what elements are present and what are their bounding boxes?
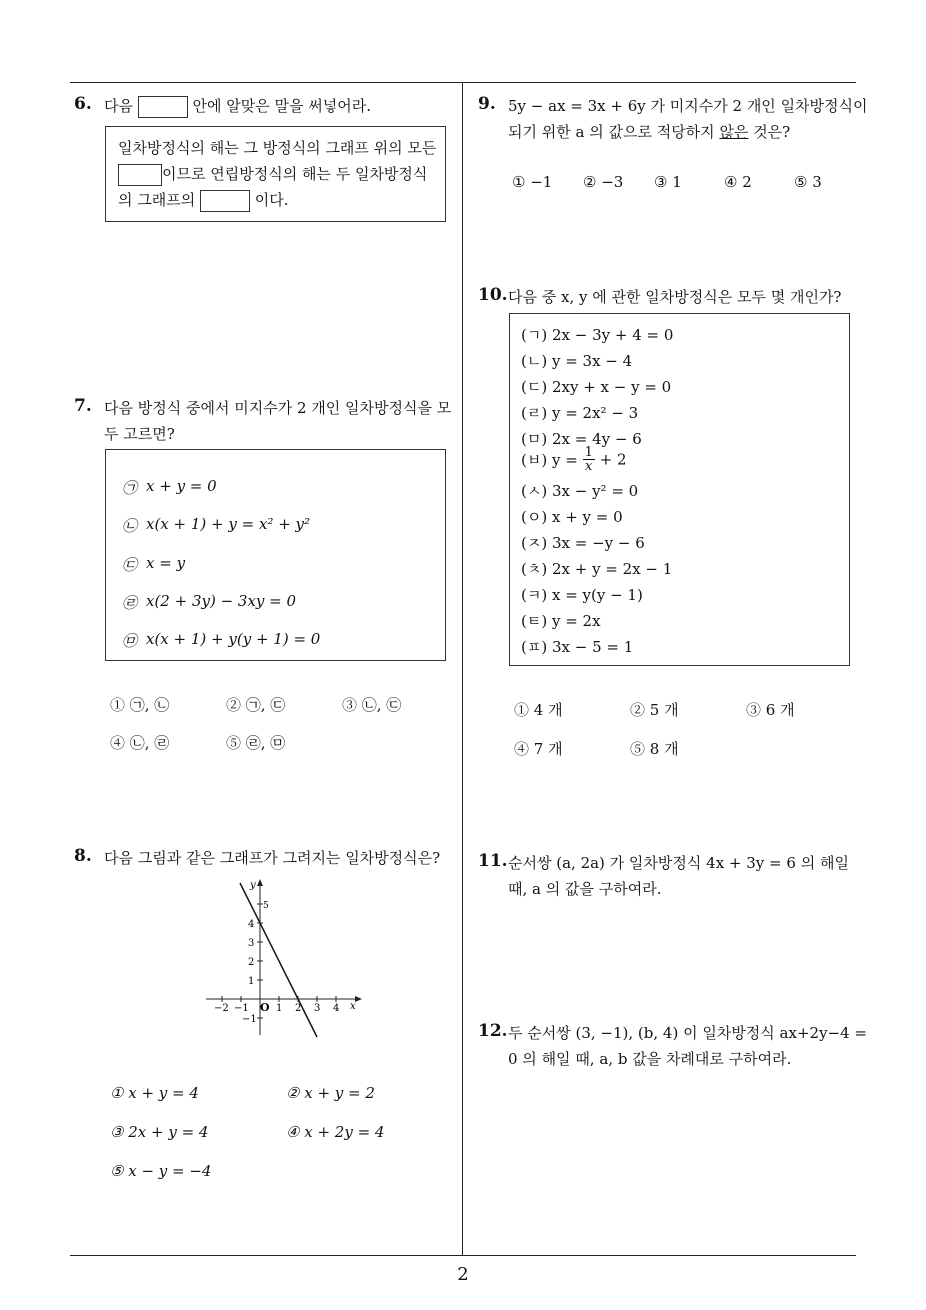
statement-box <box>105 126 446 222</box>
question-number: 12. <box>478 1021 508 1041</box>
origin-label: O <box>260 1001 270 1014</box>
column-divider <box>462 83 463 1255</box>
question-number: 6. <box>74 94 92 114</box>
y-tick-label: 1 <box>248 976 255 987</box>
equation-list-box <box>509 313 850 666</box>
question-stem: 두 고르면? <box>104 425 175 443</box>
answer-option-5[interactable]: ⑤ 3 <box>794 173 822 191</box>
question-number: 11. <box>478 851 508 871</box>
equation-item: (ㅋ) x = y(y − 1) <box>521 586 643 604</box>
answer-option-5[interactable]: ⑤ ㉣, ㉤ <box>226 734 286 752</box>
answer-option-3[interactable]: ③ ㉡, ㉢ <box>342 696 402 714</box>
question-number: 9. <box>478 94 496 114</box>
answer-option-1[interactable]: ① 4 개 <box>514 701 563 719</box>
x-axis-label: x <box>350 1001 356 1012</box>
fraction: $\frac{1}{x}$ <box>584 445 593 474</box>
equation-item: (ㄴ) y = 3x − 4 <box>521 352 633 370</box>
answer-option-5[interactable]: ⑤ 8 개 <box>630 740 679 758</box>
equation-box <box>105 449 446 661</box>
y-tick-label: 2 <box>248 957 255 968</box>
answer-option-3[interactable]: ③ 1 <box>654 173 682 191</box>
question-number: 10. <box>478 285 508 305</box>
equation-expr: x(x + 1) + y = x² + y² <box>146 515 311 533</box>
equation-item: ㉡ <box>122 517 138 535</box>
answer-option-2[interactable]: ② ㉠, ㉢ <box>226 696 286 714</box>
blank-box[interactable] <box>138 96 188 118</box>
question-stem: 다음 안에 알맞은 말을 써넣어라. <box>104 95 371 118</box>
x-tick-label: 2 <box>295 1003 302 1014</box>
answer-option-3[interactable]: ③ 2x + y = 4 <box>110 1123 209 1141</box>
question-stem: 다음 그림과 같은 그래프가 그려지는 일차방정식은? <box>104 849 441 867</box>
equation-item: (ㅈ) 3x = −y − 6 <box>521 534 645 552</box>
bottom-rule <box>70 1255 856 1256</box>
equation-item: (ㅅ) 3x − y² = 0 <box>521 482 639 500</box>
x-tick-label: 1 <box>276 1003 283 1014</box>
equation-item: (ㅍ) 3x − 5 = 1 <box>521 638 634 656</box>
answer-option-4[interactable]: ④ 2 <box>724 173 752 191</box>
equation-item: (ㄹ) y = 2x² − 3 <box>521 404 639 422</box>
blank-box[interactable] <box>200 190 250 212</box>
y-tick-label: 4 <box>248 919 255 930</box>
equation-expr: x(x + 1) + y(y + 1) = 0 <box>146 630 321 648</box>
x-tick-label: −2 <box>214 1003 229 1014</box>
answer-option-3[interactable]: ③ 6 개 <box>746 701 795 719</box>
equation-expr: x = y <box>146 554 186 572</box>
top-rule <box>70 82 856 83</box>
question-stem: 때, a 의 값을 구하여라. <box>508 880 662 898</box>
answer-option-5[interactable]: ⑤ x − y = −4 <box>110 1162 212 1180</box>
y-tick-label: 3 <box>248 938 255 949</box>
question-stem: 0 의 해일 때, a, b 값을 차례대로 구하여라. <box>508 1050 792 1068</box>
y-tick-label: −1 <box>242 1014 257 1025</box>
y-axis-arrow <box>257 879 263 886</box>
equation-item: (ㅁ) 2x = 4y − 6 <box>521 430 642 448</box>
equation-item: ㉠ <box>122 479 138 497</box>
equation-item: (ㅇ) x + y = 0 <box>521 508 623 526</box>
y-axis-label: y <box>250 880 256 891</box>
emphasis-underline: 않은 <box>719 123 749 141</box>
answer-option-1[interactable]: ① −1 <box>512 173 553 191</box>
line-graph <box>200 875 365 1040</box>
equation-item: (ㅂ) y = $\frac{1}{x}$ + 2 <box>521 445 627 474</box>
answer-option-4[interactable]: ④ 7 개 <box>514 740 563 758</box>
answer-option-4[interactable]: ④ x + 2y = 4 <box>286 1123 385 1141</box>
question-number: 8. <box>74 846 92 866</box>
answer-option-1[interactable]: ① ㉠, ㉡ <box>110 696 170 714</box>
equation-item: ㉤ <box>122 632 138 650</box>
equation-item: ㉣ <box>122 594 138 612</box>
equation-item: (ㄱ) 2x − 3y + 4 = 0 <box>521 326 674 344</box>
box-line: 의 그래프의 이다. <box>118 189 289 212</box>
page-number: 2 <box>457 1264 469 1285</box>
answer-option-2[interactable]: ② x + y = 2 <box>286 1084 375 1102</box>
answer-option-4[interactable]: ④ ㉡, ㉣ <box>110 734 170 752</box>
question-stem: 순서쌍 (a, 2a) 가 일차방정식 4x + 3y = 6 의 해일 <box>508 854 849 872</box>
question-stem: 다음 중 x, y 에 관한 일차방정식은 모두 몇 개인가? <box>508 288 842 306</box>
blank-box[interactable] <box>118 164 162 186</box>
answer-option-1[interactable]: ① x + y = 4 <box>110 1084 199 1102</box>
equation-item: (ㄷ) 2xy + x − y = 0 <box>521 378 672 396</box>
y-tick-label: 5 <box>263 901 269 911</box>
x-tick-label: 4 <box>333 1003 340 1014</box>
equation-expr: x(2 + 3y) − 3xy = 0 <box>146 592 297 610</box>
x-tick-label: −1 <box>234 1003 249 1014</box>
x-tick-label: 3 <box>314 1003 321 1014</box>
box-line: 이므로 연립방정식의 해는 두 일차방정식 <box>118 163 427 186</box>
question-number: 7. <box>74 396 92 416</box>
answer-option-2[interactable]: ② 5 개 <box>630 701 679 719</box>
question-stem: 다음 방정식 중에서 미지수가 2 개인 일차방정식을 모 <box>104 399 452 417</box>
question-stem: 두 순서쌍 (3, −1), (b, 4) 이 일차방정식 ax+2y−4 = <box>508 1024 867 1042</box>
equation-item: (ㅌ) y = 2x <box>521 612 601 630</box>
x-axis-arrow <box>355 996 362 1002</box>
question-stem: 되기 위한 a 의 값으로 적당하지 않은 것은? <box>508 123 791 141</box>
equation-item: ㉢ <box>122 556 138 574</box>
question-stem: 5y − ax = 3x + 6y 가 미지수가 2 개인 일차방정식이 <box>508 97 868 115</box>
answer-option-2[interactable]: ② −3 <box>583 173 624 191</box>
equation-expr: x + y = 0 <box>146 477 217 495</box>
box-line: 일차방정식의 해는 그 방정식의 그래프 위의 모든 <box>118 139 437 157</box>
equation-item: (ㅊ) 2x + y = 2x − 1 <box>521 560 673 578</box>
